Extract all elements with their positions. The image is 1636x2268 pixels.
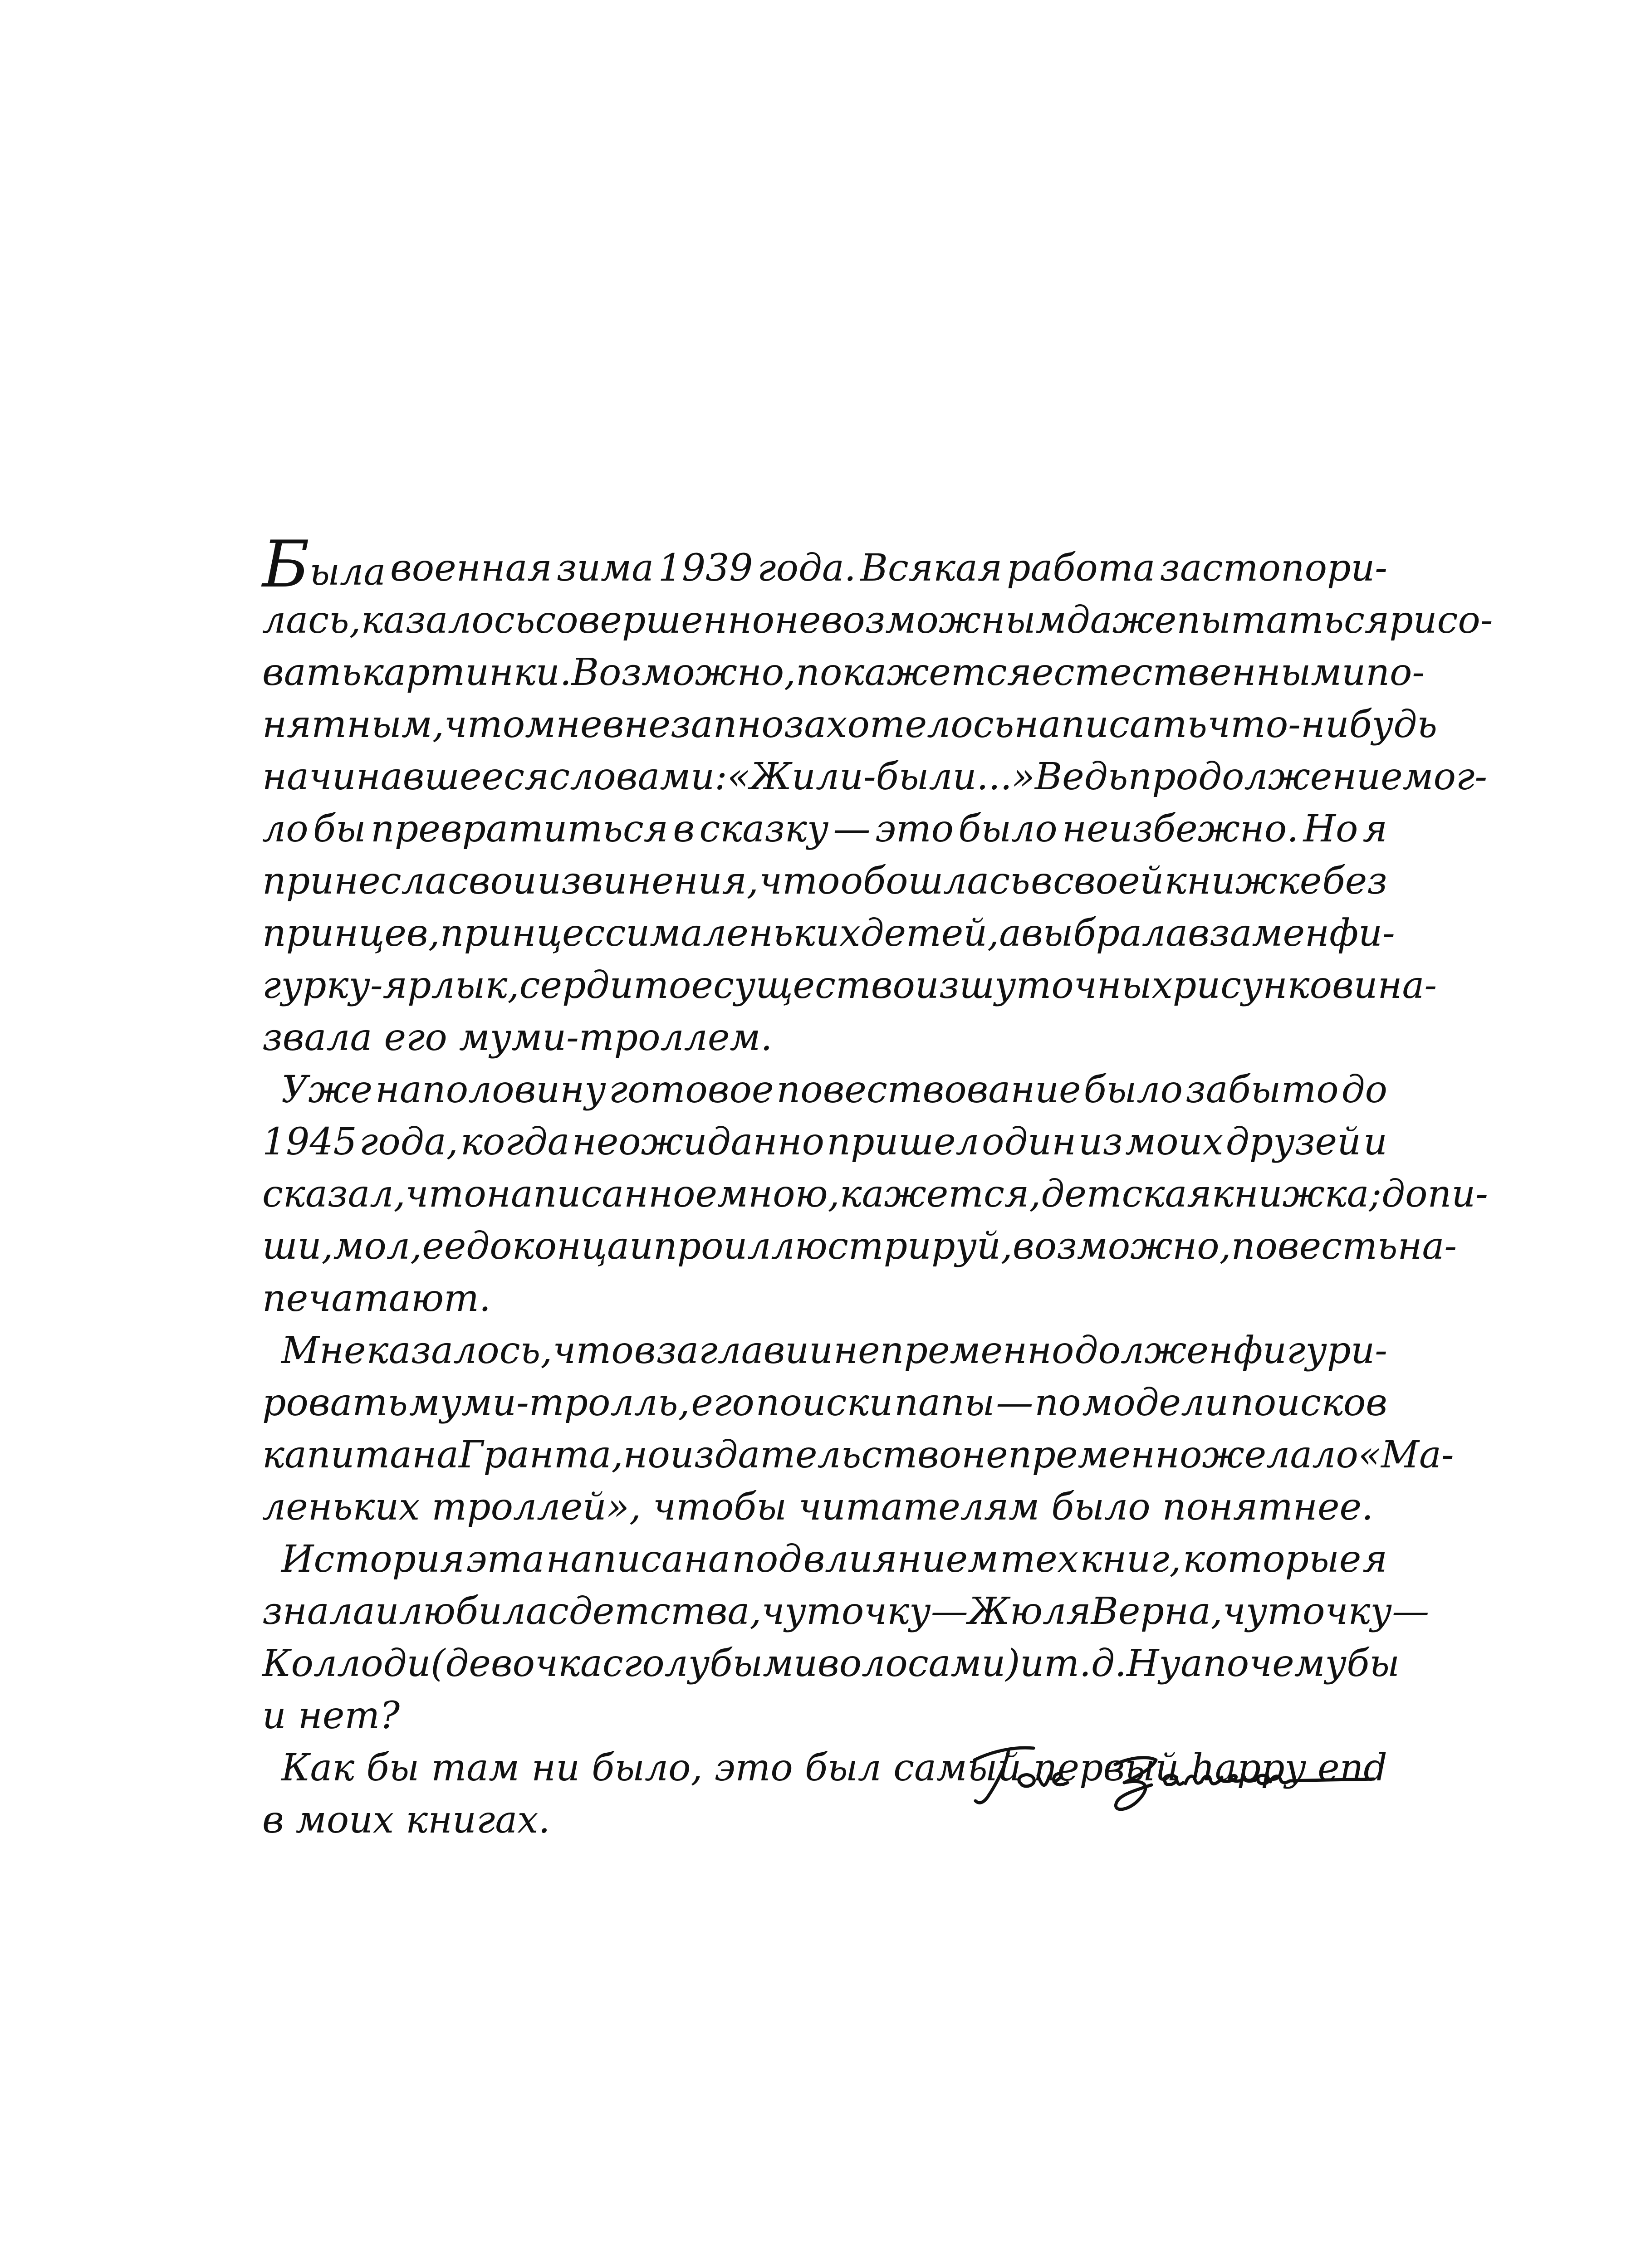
text-line: начинавшееся словами: «Жили-были...» Ведь продолжение мог- bbox=[262, 755, 1488, 798]
text-line: сказал, что написанное мною, кажется, детская книжка; допи- bbox=[262, 1173, 1488, 1216]
text-line: капитана Гранта, но издательство непременно желало «Ма- bbox=[262, 1433, 1454, 1476]
text-line: лась, казалось совершенно невозможным даже пытаться рисо- bbox=[262, 599, 1493, 642]
text-line: в моих книгах. bbox=[262, 1799, 550, 1842]
text-line: принцев, принцесс и маленьких детей, а выбрала взамен фи- bbox=[262, 912, 1395, 955]
author-foreword bbox=[262, 527, 1493, 1846]
text-line: ши, мол, ее до конца и проиллюстрируй, возможно, повесть на- bbox=[262, 1225, 1457, 1268]
text-line: знала и любила с детства, чуточку — Жюля Верна, чуточку — bbox=[262, 1590, 1430, 1633]
drop-cap: Б bbox=[262, 527, 310, 602]
text-line: Как бы там ни было, это был самый первый happy end bbox=[281, 1746, 1387, 1789]
text-line: гурку-ярлык, сердитое существо из шуточных рисунков и на- bbox=[262, 964, 1437, 1007]
text-line: звала его муми-троллем. bbox=[262, 1016, 773, 1059]
text-line: и нет? bbox=[262, 1694, 400, 1737]
text-line: вать картинки. Возможно, покажется естественным и по- bbox=[262, 651, 1425, 694]
text-line: ло бы превратиться в сказку — это было неизбежно. Но я bbox=[262, 807, 1387, 850]
text-line: История эта написана под влиянием тех книг, которые я bbox=[281, 1538, 1387, 1581]
text-line: Мне казалось, что в заглавии непременно должен фигури- bbox=[281, 1329, 1387, 1372]
text-line: 1945 года, когда неожиданно пришел один из моих друзей и bbox=[262, 1120, 1387, 1163]
text-line: Была военная зима 1939 года. Всякая работа застопори- bbox=[262, 527, 1387, 602]
text-line: ровать муми-тролль, его поиски папы — по модели поисков bbox=[262, 1381, 1387, 1424]
text-line: печатают. bbox=[262, 1277, 491, 1320]
author-signature bbox=[965, 1733, 1401, 1819]
text-line: нятным, что мне внезапно захотелось написать что-нибудь bbox=[262, 703, 1437, 746]
text-line: леньких троллей», чтобы читателям было понятнее. bbox=[262, 1486, 1374, 1529]
text-line: Уже наполовину готовое повествование было забыто до bbox=[281, 1068, 1387, 1111]
text-line: Коллоди (девочка с голубыми волосами) и т. д. Ну а почему бы bbox=[262, 1642, 1400, 1685]
text-line: принесла свои извинения, что обошлась в своей книжке без bbox=[262, 860, 1387, 903]
